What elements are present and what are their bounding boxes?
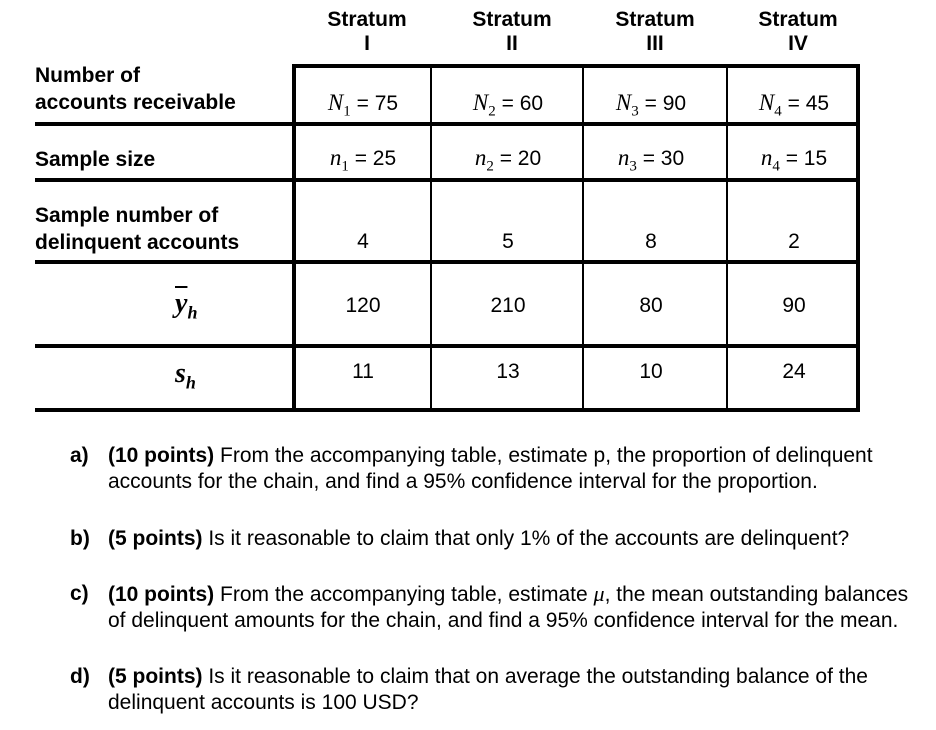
cell-s-3: 10 bbox=[639, 360, 663, 383]
question-c-text-after: , the mean outstanding balances of delinquent amounts for the chain, and find a 95% confidence interval for the mean. bbox=[108, 583, 909, 632]
cell-n-4 bbox=[724, 145, 864, 176]
cell-delinquent-3: 8 bbox=[645, 230, 657, 253]
header-stratum-2 bbox=[457, 8, 567, 56]
n1-symbol: n bbox=[329, 145, 342, 170]
grid-line-4 bbox=[35, 344, 860, 348]
question-d bbox=[70, 664, 910, 716]
n1-sub: 1 bbox=[341, 158, 349, 175]
N4-symbol: N bbox=[758, 90, 775, 115]
N2-value: = 60 bbox=[501, 92, 544, 115]
n4-sub: 4 bbox=[772, 158, 780, 175]
s-subscript: h bbox=[185, 372, 196, 393]
ybar-symbol: $\overline{y}$ bbox=[175, 288, 188, 319]
row-label-delinquent-line1: Sample number of bbox=[35, 204, 219, 227]
header-stratum-2-line1: Stratum bbox=[472, 8, 552, 31]
cell-delinquent-1: 4 bbox=[357, 230, 369, 253]
grid-line-2 bbox=[35, 178, 860, 182]
cell-N-4 bbox=[724, 90, 864, 121]
question-a-letter: a) bbox=[70, 444, 89, 467]
N4-sub: 4 bbox=[774, 103, 782, 120]
cell-ybar-2: 210 bbox=[490, 294, 526, 317]
question-c bbox=[70, 581, 910, 634]
ybar-subscript: h bbox=[187, 302, 198, 323]
cell-s-1: 11 bbox=[352, 360, 374, 383]
n4-value: = 15 bbox=[785, 147, 828, 170]
s-symbol: s bbox=[175, 358, 186, 389]
question-d-text: Is it reasonable to claim that on average the outstanding balance of the delinquent accounts is 100 USD? bbox=[108, 665, 868, 714]
header-stratum-3 bbox=[600, 8, 710, 56]
question-b-text: Is it reasonable to claim that only 1% of the accounts are delinquent? bbox=[208, 527, 850, 550]
n3-symbol: n bbox=[617, 145, 630, 170]
question-b bbox=[70, 526, 910, 552]
cell-N-2 bbox=[438, 90, 578, 121]
row-label-delinquent-line2: delinquent accounts bbox=[35, 231, 240, 254]
N2-symbol: N bbox=[472, 90, 489, 115]
row-label-ybar bbox=[175, 288, 197, 324]
question-c-letter: c) bbox=[70, 582, 89, 605]
cell-n-2 bbox=[438, 145, 578, 176]
N2-sub: 2 bbox=[488, 103, 496, 120]
cell-s-4: 24 bbox=[782, 360, 806, 383]
grid-line-3 bbox=[35, 260, 860, 264]
row-label-accounts-line1: Number of bbox=[35, 64, 140, 87]
row-label-accounts-line2: accounts receivable bbox=[35, 91, 236, 114]
cell-N-3 bbox=[581, 90, 721, 121]
row-label-sample-size: Sample size bbox=[35, 148, 156, 171]
question-a-points: (10 points) bbox=[108, 444, 215, 467]
header-stratum-1 bbox=[312, 8, 422, 56]
grid-line-1 bbox=[35, 122, 860, 126]
header-stratum-4-line1: Stratum bbox=[758, 8, 838, 31]
question-c-text-before: From the accompanying table, estimate bbox=[220, 583, 588, 606]
N3-sub: 3 bbox=[631, 103, 639, 120]
row-label-s bbox=[175, 358, 196, 394]
n2-symbol: n bbox=[474, 145, 487, 170]
question-c-points: (10 points) bbox=[108, 583, 215, 606]
cell-N-1 bbox=[293, 90, 433, 121]
header-stratum-3-line2: III bbox=[646, 32, 664, 55]
n2-sub: 2 bbox=[486, 158, 494, 175]
cell-ybar-4: 90 bbox=[782, 294, 806, 317]
header-stratum-4-line2: IV bbox=[788, 32, 808, 55]
n2-value: = 20 bbox=[499, 147, 542, 170]
question-a-text: From the accompanying table, estimate p, the proportion of delinquent accounts for the chain, and find a 95% confidence interval for the proportion. bbox=[108, 444, 873, 493]
cell-n-3 bbox=[581, 145, 721, 176]
cell-s-2: 13 bbox=[496, 360, 520, 383]
grid-top-border bbox=[292, 64, 860, 68]
question-b-letter: b) bbox=[70, 527, 90, 550]
header-stratum-2-line2: II bbox=[506, 32, 518, 55]
n3-value: = 30 bbox=[642, 147, 685, 170]
n1-value: = 25 bbox=[354, 147, 397, 170]
cell-delinquent-2: 5 bbox=[502, 230, 514, 253]
N1-value: = 75 bbox=[356, 92, 399, 115]
question-d-points: (5 points) bbox=[108, 665, 203, 688]
cell-ybar-1: 120 bbox=[345, 294, 381, 317]
question-c-mu: μ bbox=[593, 581, 605, 606]
N3-symbol: N bbox=[615, 90, 632, 115]
N3-value: = 90 bbox=[644, 92, 687, 115]
row-label-delinquent bbox=[35, 202, 239, 256]
N4-value: = 45 bbox=[787, 92, 830, 115]
header-stratum-4 bbox=[743, 8, 853, 56]
question-a bbox=[70, 443, 910, 495]
row-label-accounts bbox=[35, 62, 236, 116]
header-stratum-3-line1: Stratum bbox=[615, 8, 695, 31]
n4-symbol: n bbox=[760, 145, 773, 170]
N1-symbol: N bbox=[327, 90, 344, 115]
n3-sub: 3 bbox=[629, 158, 637, 175]
question-d-letter: d) bbox=[70, 665, 90, 688]
cell-delinquent-4: 2 bbox=[788, 230, 800, 253]
cell-ybar-3: 80 bbox=[639, 294, 663, 317]
header-stratum-1-line1: Stratum bbox=[327, 8, 407, 31]
header-stratum-1-line2: I bbox=[364, 32, 370, 55]
question-b-points: (5 points) bbox=[108, 527, 203, 550]
N1-sub: 1 bbox=[343, 103, 351, 120]
grid-bottom-border bbox=[35, 408, 860, 412]
cell-n-1 bbox=[293, 145, 433, 176]
